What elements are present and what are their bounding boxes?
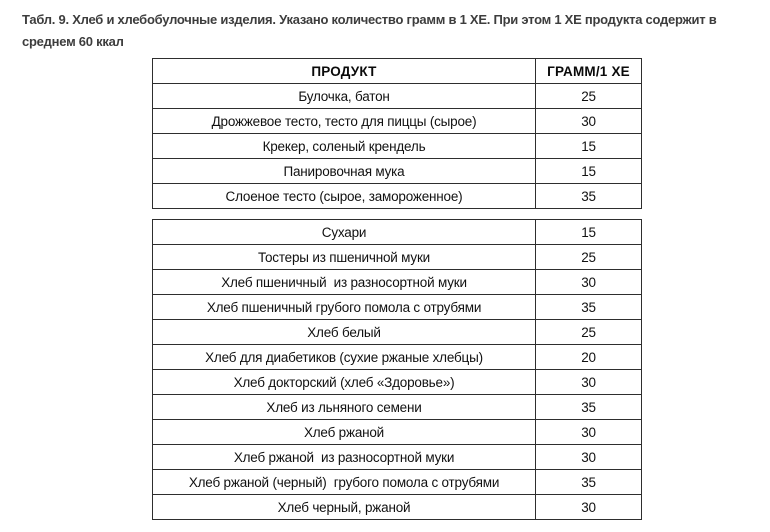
product-cell: Сухари (153, 220, 536, 245)
grams-cell: 25 (536, 320, 642, 345)
grams-cell: 30 (536, 420, 642, 445)
grams-cell: 25 (536, 245, 642, 270)
table-row (153, 134, 642, 159)
product-cell: Хлеб ржаной (153, 420, 536, 445)
document-page (0, 9, 770, 532)
product-cell: Хлеб пшеничный из разносортной муки (153, 270, 536, 295)
grams-cell: 20 (536, 345, 642, 370)
table-row (153, 245, 642, 270)
grams-cell: 25 (536, 84, 642, 109)
table-row (153, 420, 642, 445)
grams-cell: 30 (536, 270, 642, 295)
product-cell: Хлеб черный, ржаной (153, 495, 536, 520)
table-row (153, 159, 642, 184)
table-row (153, 445, 642, 470)
grams-cell: 30 (536, 109, 642, 134)
table-row (153, 84, 642, 109)
table-row (153, 370, 642, 395)
bread-table-section-2 (152, 219, 642, 520)
grams-cell: 15 (536, 220, 642, 245)
product-cell: Хлеб для диабетиков (сухие ржаные хлебцы) (153, 345, 536, 370)
table-row (153, 270, 642, 295)
grams-column-header: ГРАММ/1 ХЕ (536, 59, 642, 84)
bread-table-section-1 (152, 58, 642, 209)
product-cell: Тостеры из пшеничной муки (153, 245, 536, 270)
table-row (153, 109, 642, 134)
table-row (153, 470, 642, 495)
grams-cell: 15 (536, 134, 642, 159)
product-cell: Хлеб белый (153, 320, 536, 345)
grams-cell: 35 (536, 295, 642, 320)
grams-cell: 30 (536, 445, 642, 470)
product-cell: Панировочная мука (153, 159, 536, 184)
grams-cell: 30 (536, 495, 642, 520)
table-row (153, 184, 642, 209)
grams-cell: 35 (536, 395, 642, 420)
product-cell: Слоеное тесто (сырое, замороженное) (153, 184, 536, 209)
table-row (153, 220, 642, 245)
product-cell: Хлеб докторский (хлеб «Здоровье») (153, 370, 536, 395)
product-cell: Булочка, батон (153, 84, 536, 109)
product-cell: Хлеб ржаной (черный) грубого помола с отрубями (153, 470, 536, 495)
product-cell: Крекер, соленый крендель (153, 134, 536, 159)
table-row (153, 495, 642, 520)
product-cell: Дрожжевое тесто, тесто для пиццы (сырое) (153, 109, 536, 134)
page-title: Табл. 9. Хлеб и хлебобулочные изделия. Указано количество грамм в 1 ХЕ. При этом 1 ХЕ продукта содержит в среднем 60 ккал (22, 12, 720, 49)
table-row (153, 395, 642, 420)
grams-cell: 35 (536, 470, 642, 495)
grams-cell: 15 (536, 159, 642, 184)
tables-container (152, 58, 641, 520)
product-cell: Хлеб ржаной из разносортной муки (153, 445, 536, 470)
table-row (153, 295, 642, 320)
grams-cell: 30 (536, 370, 642, 395)
product-cell: Хлеб пшеничный грубого помола с отрубями (153, 295, 536, 320)
table-row (153, 345, 642, 370)
product-cell: Хлеб из льняного семени (153, 395, 536, 420)
header-row (153, 59, 642, 84)
product-column-header: ПРОДУКТ (153, 59, 536, 84)
grams-cell: 35 (536, 184, 642, 209)
table-row (153, 320, 642, 345)
